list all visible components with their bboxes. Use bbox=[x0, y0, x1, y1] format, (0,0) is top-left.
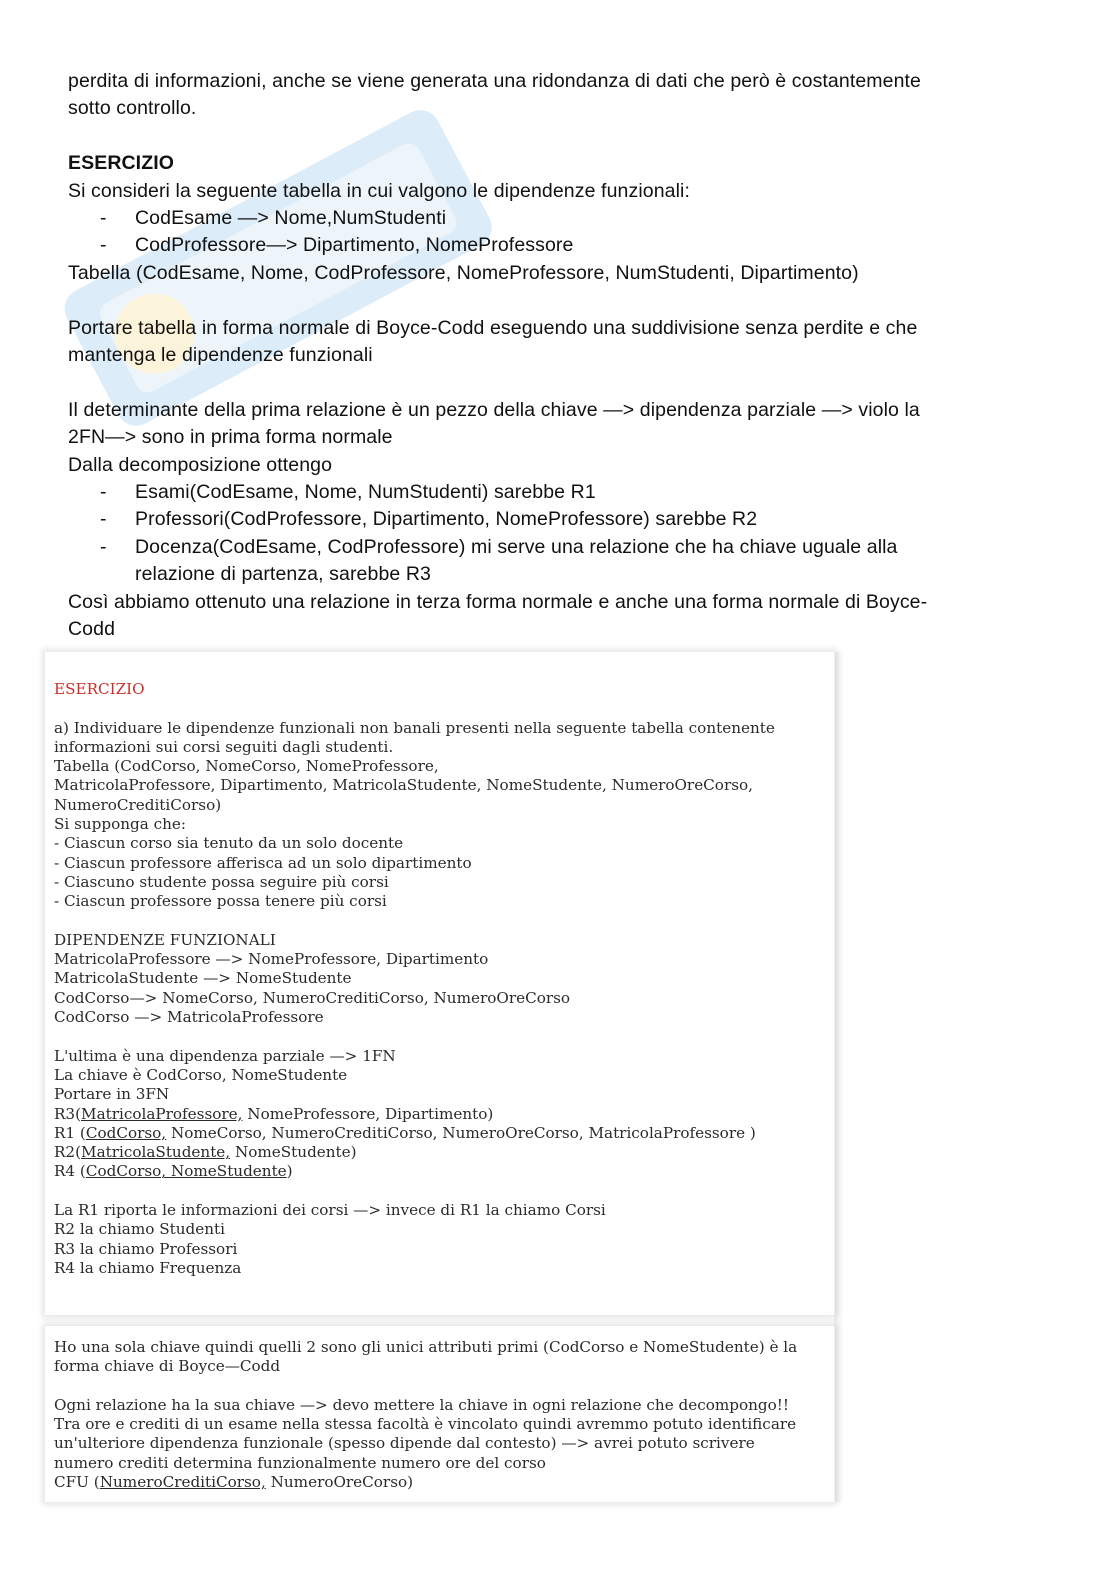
screenshot-heading: ESERCIZIO bbox=[54, 680, 145, 698]
text-line: Si supponga che: bbox=[54, 815, 187, 834]
text-line: La chiave è CodCorso, NomeStudente bbox=[54, 1065, 348, 1084]
relation-r3: R3(MatricolaProfessore, NomeProfessore, Dipartimento) bbox=[54, 1104, 494, 1123]
text-line: un'ulteriore dipendenza funzionale (spesso dipende dal contesto) —> avrei potuto scrivere bbox=[54, 1434, 755, 1453]
relation-list bbox=[68, 479, 1028, 589]
text-line: CodCorso —> MatricolaProfessore bbox=[54, 1008, 324, 1027]
table-definition: Tabella (CodEsame, Nome, CodProfessore, NomeProfessore, NumStudenti, Dipartimento) bbox=[68, 261, 859, 284]
relation-r2: R2(MatricolaStudente, NomeStudente) bbox=[54, 1143, 357, 1162]
text-line: - Ciascun professore possa tenere più corsi bbox=[54, 892, 387, 911]
main-text bbox=[68, 68, 1028, 643]
text-line: MatricolaProfessore, Dipartimento, MatricolaStudente, NomeStudente, NumeroOreCorso, bbox=[54, 776, 753, 795]
text-line: informazioni sui corsi seguiti dagli studenti. bbox=[54, 737, 394, 756]
analysis-line: 2FN—> sono in prima forma normale bbox=[68, 426, 393, 449]
text-line: forma chiave di Boyce—Codd bbox=[54, 1357, 281, 1376]
dependency-list bbox=[68, 205, 1028, 260]
list-item: - CodProfessore—> Dipartimento, NomeProfessore bbox=[100, 234, 574, 257]
text-line: CodCorso—> NomeCorso, NumeroCreditiCorso, NumeroOreCorso bbox=[54, 988, 571, 1007]
list-item: - Professori(CodProfessore, Dipartimento, NomeProfessore) sarebbe R2 bbox=[100, 508, 758, 531]
text-line: R3 la chiamo Professori bbox=[54, 1239, 238, 1258]
text-line: numero crediti determina funzionalmente numero ore del corso bbox=[54, 1453, 546, 1472]
analysis-line: Il determinante della prima relazione è un pezzo della chiave —> dipendenza parziale —> violo la bbox=[68, 398, 920, 421]
text-line: - Ciascuno studente possa seguire più corsi bbox=[54, 872, 389, 891]
embedded-screenshot-2 bbox=[45, 1326, 835, 1502]
text-line: - Ciascun professore afferisca ad un solo dipartimento bbox=[54, 853, 472, 872]
text-line: MatricolaStudente —> NomeStudente bbox=[54, 969, 352, 988]
list-item: - CodEsame —> Nome,NumStudenti bbox=[100, 207, 447, 230]
relation-cfu: CFU (NumeroCreditiCorso, NumeroOreCorso) bbox=[54, 1473, 414, 1492]
task-line: mantenga le dipendenze funzionali bbox=[68, 344, 373, 367]
relation-r1: R1 (CodCorso, NomeCorso, NumeroCreditiCorso, NumeroOreCorso, MatricolaProfessore ) bbox=[54, 1123, 756, 1142]
text-line: a) Individuare le dipendenze funzionali non banali presenti nella seguente tabella contenente bbox=[54, 718, 775, 737]
conclusion-line: Così abbiamo ottenuto una relazione in terza forma normale e anche una forma normale di Boyce- bbox=[68, 590, 928, 613]
text-line: R4 la chiamo Frequenza bbox=[54, 1258, 242, 1277]
conclusion-line: Codd bbox=[68, 618, 116, 641]
exercise-intro: Si consideri la seguente tabella in cui valgono le dipendenze funzionali: bbox=[68, 179, 690, 202]
text-line: Tra ore e crediti di un esame nella stessa facoltà è vincolato quindi avremmo potuto identificare bbox=[54, 1415, 797, 1434]
text-line: MatricolaProfessore —> NomeProfessore, Dipartimento bbox=[54, 950, 489, 969]
text-line: Tabella (CodCorso, NomeCorso, NomeProfessore, bbox=[54, 757, 439, 776]
intro-line: sotto controllo. bbox=[68, 97, 197, 120]
text-line: Portare in 3FN bbox=[54, 1085, 170, 1104]
text-line: La R1 riporta le informazioni dei corsi —> invece di R1 la chiamo Corsi bbox=[54, 1201, 606, 1220]
text-line: Ho una sola chiave quindi quelli 2 sono gli unici attributi primi (CodCorso e NomeStudente) è la bbox=[54, 1338, 798, 1356]
embedded-screenshot-1 bbox=[45, 652, 835, 1315]
task-line: Portare tabella in forma normale di Boyce-Codd eseguendo una suddivisione senza perdite e che bbox=[68, 316, 918, 339]
exercise-heading: ESERCIZIO bbox=[68, 152, 174, 175]
screenshot-edge-shadow bbox=[834, 652, 844, 1502]
intro-line: perdita di informazioni, anche se viene generata una ridondanza di dati che però è costantemente bbox=[68, 70, 921, 92]
deps-heading: DIPENDENZE FUNZIONALI bbox=[54, 930, 276, 949]
relation-r4: R4 (CodCorso, NomeStudente) bbox=[54, 1162, 293, 1181]
text-line: - Ciascun corso sia tenuto da un solo docente bbox=[54, 834, 404, 853]
text-line: Ogni relazione ha la sua chiave —> devo mettere la chiave in ogni relazione che decompongo!! bbox=[54, 1395, 789, 1414]
text-line: NumeroCreditiCorso) bbox=[54, 795, 222, 814]
decomposition-intro: Dalla decomposizione ottengo bbox=[68, 453, 333, 476]
list-item: - Docenza(CodEsame, CodProfessore) mi serve una relazione che ha chiave uguale alla relazione di partenza, sarebbe R3 bbox=[100, 535, 898, 586]
text-line: L'ultima è una dipendenza parziale —> 1FN bbox=[54, 1046, 396, 1065]
text-line: R2 la chiamo Studenti bbox=[54, 1220, 225, 1239]
list-item: - Esami(CodEsame, Nome, NumStudenti) sarebbe R1 bbox=[100, 481, 596, 504]
